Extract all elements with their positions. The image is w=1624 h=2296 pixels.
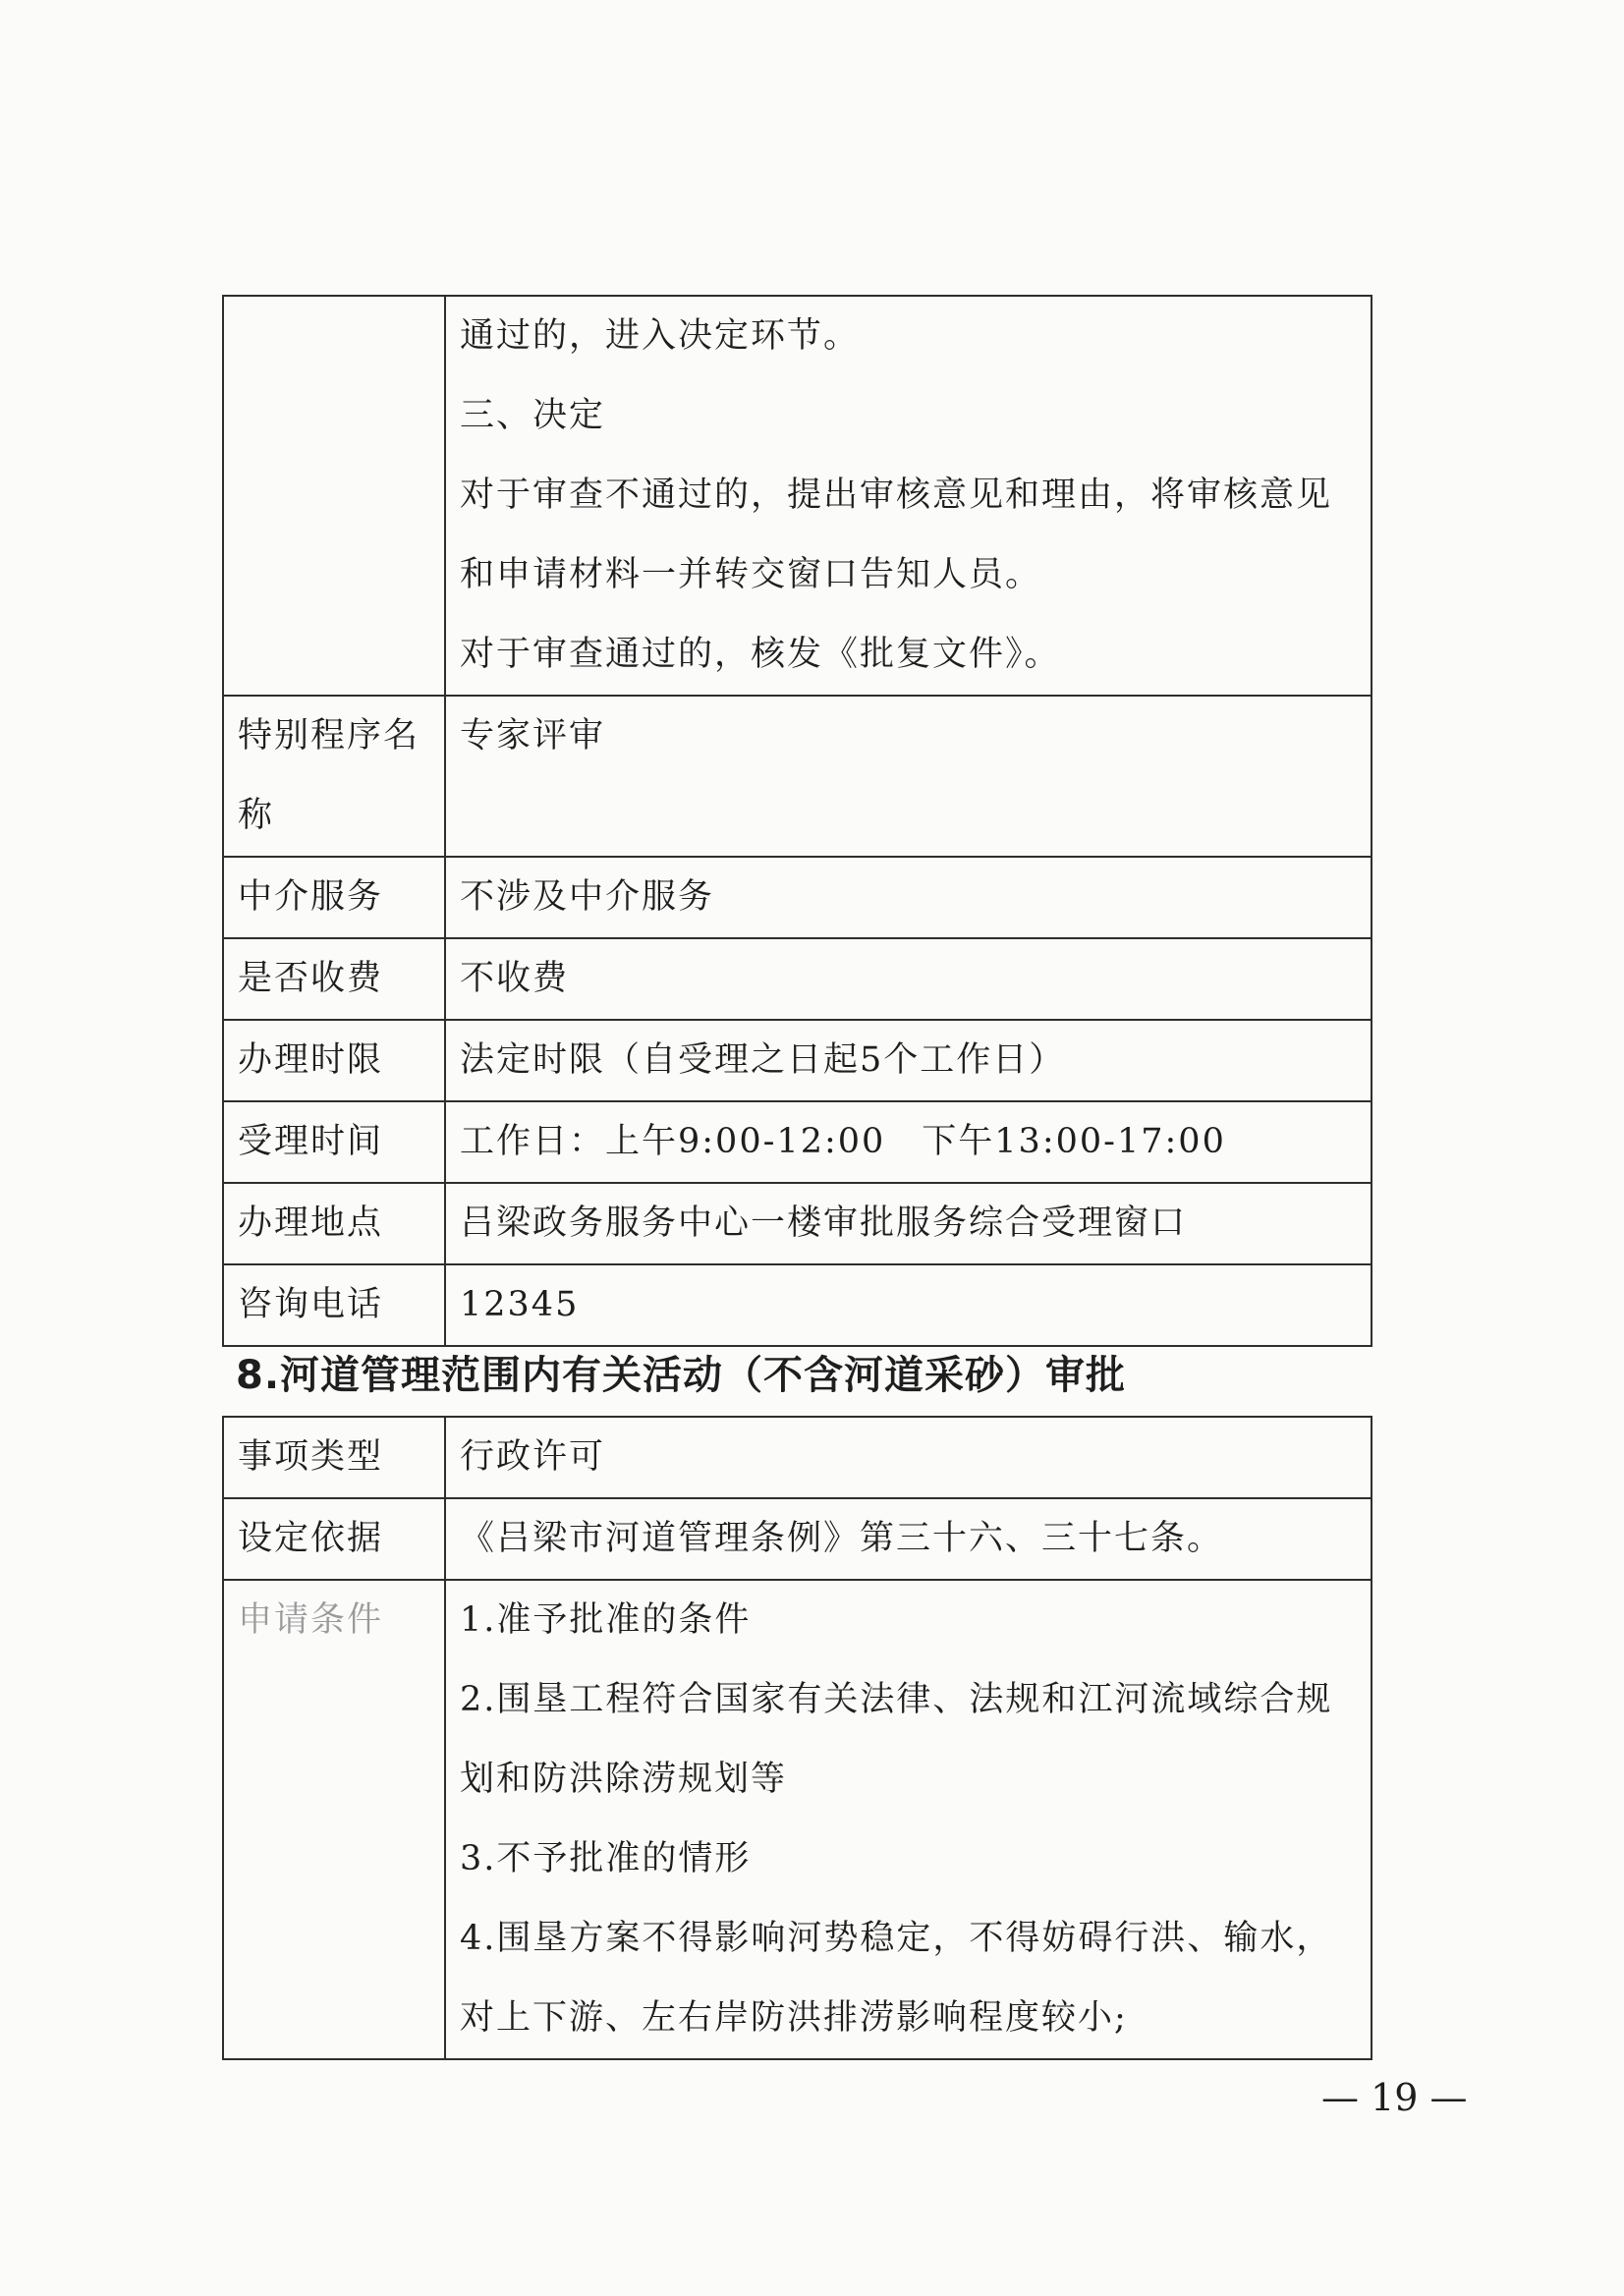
condition-line: 4.围垦方案不得影响河势稳定，不得妨碍行洪、输水， [460, 1919, 1333, 1958]
item-table [222, 1416, 1372, 2060]
row-label: 办理地点 [223, 1183, 445, 1264]
row-value: 不收费 [445, 938, 1372, 1020]
table-row [223, 1101, 1372, 1183]
label-line: 特别程序名 [238, 716, 420, 756]
section-heading: 8.河道管理范围内有关活动（不含河道采砂）审批 [236, 1353, 1127, 1398]
label-line: 称 [238, 796, 275, 835]
row-value: 法定时限（自受理之日起5个工作日） [445, 1020, 1372, 1101]
row-label: 设定依据 [223, 1498, 445, 1580]
procedure-line: 三、决定 [460, 396, 606, 435]
row-label: 办理时限 [223, 1020, 445, 1101]
page-number: — 19 — [1321, 2076, 1468, 2119]
row-label: 事项类型 [223, 1417, 445, 1498]
row-label: 中介服务 [223, 857, 445, 938]
procedure-line: 通过的，进入决定环节。 [460, 316, 861, 356]
table-row [223, 696, 1372, 857]
condition-line: 对上下游、左右岸防洪排涝影响程度较小; [460, 1998, 1128, 2038]
row-value: 12345 [445, 1264, 1372, 1346]
empty-label-cell [223, 296, 445, 696]
table-row [223, 938, 1372, 1020]
procedure-line: 对于审查不通过的，提出审核意见和理由，将审核意见 [460, 476, 1333, 515]
procedure-cell [445, 296, 1372, 696]
row-label [223, 696, 445, 857]
table-row [223, 1580, 1372, 2059]
table-row [223, 1183, 1372, 1264]
table-row [223, 857, 1372, 938]
row-value: 吕梁政务服务中心一楼审批服务综合受理窗口 [445, 1183, 1372, 1264]
row-value: 《吕梁市河道管理条例》第三十六、三十七条。 [445, 1498, 1372, 1580]
conditions-cell [445, 1580, 1372, 2059]
table-row [223, 296, 1372, 696]
table-row [223, 1417, 1372, 1498]
condition-line: 划和防洪除涝规划等 [460, 1760, 788, 1799]
table-row [223, 1498, 1372, 1580]
row-label: 是否收费 [223, 938, 445, 1020]
row-label: 咨询电话 [223, 1264, 445, 1346]
table-row [223, 1264, 1372, 1346]
row-label: 申请条件 [223, 1580, 445, 2059]
row-value: 行政许可 [445, 1417, 1372, 1498]
condition-line: 3.不予批准的情形 [460, 1839, 752, 1878]
row-value: 不涉及中介服务 [445, 857, 1372, 938]
procedure-table [222, 295, 1372, 1347]
procedure-line: 和申请材料一并转交窗口告知人员。 [460, 555, 1042, 594]
row-label: 受理时间 [223, 1101, 445, 1183]
condition-line: 1.准予批准的条件 [460, 1600, 752, 1640]
row-value: 专家评审 [445, 696, 1372, 857]
procedure-line: 对于审查通过的，核发《批复文件》。 [460, 635, 1061, 674]
row-value: 工作日：上午9:00-12:00 下午13:00-17:00 [445, 1101, 1372, 1183]
condition-line: 2.围垦工程符合国家有关法律、法规和江河流域综合规 [460, 1680, 1333, 1719]
table-row [223, 1020, 1372, 1101]
